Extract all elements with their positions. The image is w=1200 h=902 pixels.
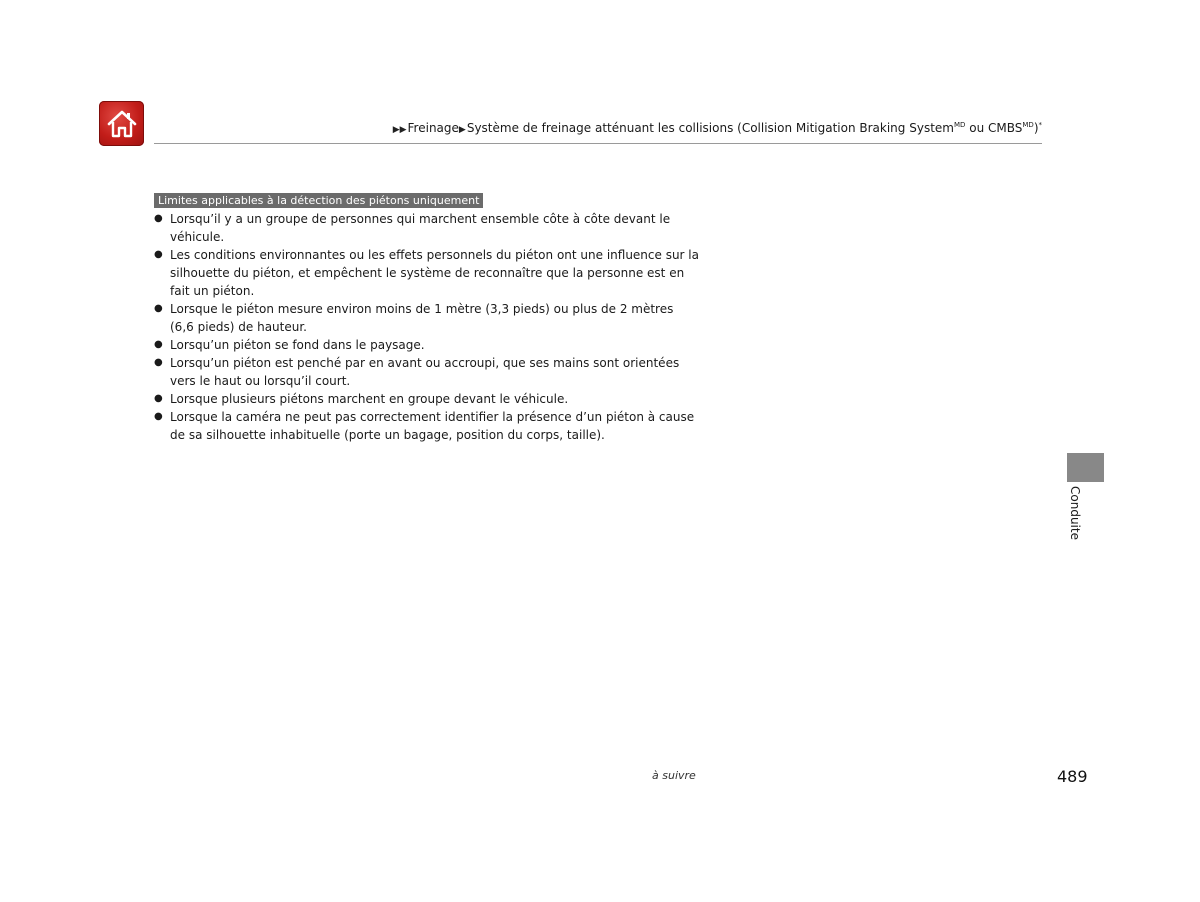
home-icon xyxy=(106,109,138,139)
list-item-text: Lorsque plusieurs piétons marchent en groupe devant le véhicule. xyxy=(170,392,569,406)
bullet-icon: ● xyxy=(154,357,163,368)
breadcrumb-text: ) xyxy=(1033,121,1039,135)
header-divider xyxy=(154,143,1042,144)
list-item-text: Les conditions environnantes ou les effets personnels du piéton ont une influence sur la silhouette du piéton, et empêchent le système de reconnaître que la personne est en fait un piéton. xyxy=(170,248,699,298)
trademark-sup: MD xyxy=(1022,121,1034,129)
bullet-list xyxy=(154,210,699,444)
continue-note: à suivre xyxy=(652,769,696,782)
list-item-text: Lorsqu’un piéton se fond dans le paysage. xyxy=(170,338,425,352)
bullet-icon: ● xyxy=(154,303,163,314)
list-item xyxy=(154,354,699,390)
breadcrumb-item-cmbs[interactable]: Système de freinage atténuant les collisions (Collision Mitigation Braking System xyxy=(466,121,954,135)
bullet-icon: ● xyxy=(154,249,163,260)
chapter-tab[interactable] xyxy=(1067,453,1104,482)
list-item xyxy=(154,300,699,336)
bullet-icon: ● xyxy=(154,411,163,422)
list-item xyxy=(154,390,699,408)
home-button[interactable] xyxy=(99,101,144,146)
list-item xyxy=(154,210,699,246)
breadcrumb-text: ou CMBS xyxy=(965,121,1023,135)
chapter-tab-label[interactable]: Conduite xyxy=(1068,486,1082,540)
bullet-icon: ● xyxy=(154,213,163,224)
section-label: Limites applicables à la détection des piétons uniquement xyxy=(154,193,483,208)
list-item xyxy=(154,336,699,354)
bullet-icon: ● xyxy=(154,393,163,404)
list-item-text: Lorsqu’il y a un groupe de personnes qui marchent ensemble côte à côte devant le véhicule. xyxy=(170,212,671,244)
list-item-text: Lorsqu’un piéton est penché par en avant ou accroupi, que ses mains sont orientées vers le haut ou lorsqu’il court. xyxy=(170,356,680,388)
list-item xyxy=(154,408,699,444)
trademark-sup: MD xyxy=(953,121,966,129)
list-item-text: Lorsque le piéton mesure environ moins de 1 mètre (3,3 pieds) ou plus de 2 mètres (6,6 pieds) de hauteur. xyxy=(170,302,674,334)
breadcrumb-separator: ▶ xyxy=(458,125,466,135)
breadcrumb-item-freinage[interactable]: Freinage xyxy=(407,121,459,135)
list-item xyxy=(154,246,699,300)
bullet-icon: ● xyxy=(154,339,163,350)
page-number: 489 xyxy=(1057,767,1088,786)
list-item-text: Lorsque la caméra ne peut pas correctement identifier la présence d’un piéton à cause de sa silhouette inhabituelle (porte un bagage, position du corps, taille). xyxy=(170,410,695,442)
breadcrumb-arrows: ▶▶ xyxy=(392,125,407,135)
option-asterisk: * xyxy=(1038,121,1042,129)
breadcrumb xyxy=(393,117,1042,138)
